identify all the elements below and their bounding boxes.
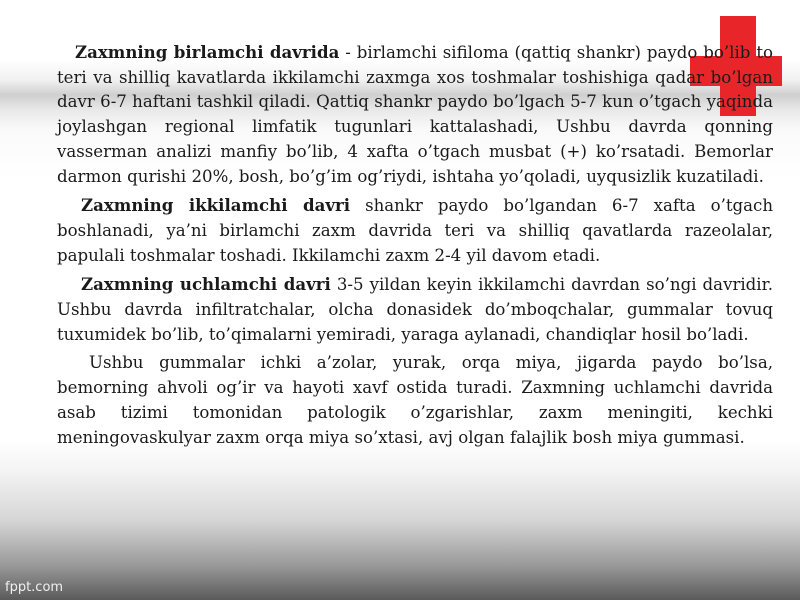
paragraph-tertiary-stage xyxy=(57,272,773,347)
tertiary-stage-text: 3-5 yildan keyin ikkilamchi davrdan so’ngi davridir. Ushbu davrda infiltratchalar, olcha donasidek do’mboqchalar, gummalar tovuq tuxumidek bo’lib, to’qimalarni yemiradi, yaraga aylanadi, chandiqlar hosil bo’ladi. xyxy=(57,275,773,344)
secondary-stage-text: shankr paydo bo’lgandan 6-7 xafta o’tgach boshlanadi, ya’ni birlamchi zaxm davrida teri va shilliq qavatlarda razeolalar, papulali toshmalar toshadi. Ikkilamchi zaxm 2-4 yil davom etadi. xyxy=(57,196,774,265)
paragraph-secondary-stage xyxy=(57,193,773,268)
slide-text-body xyxy=(57,40,773,454)
primary-stage-heading: Zaxmning birlamchi davrida xyxy=(75,42,340,62)
paragraph-gumma-complications xyxy=(57,351,773,450)
secondary-stage-heading: Zaxmning ikkilamchi davri xyxy=(81,195,351,216)
tertiary-stage-heading: Zaxmning uchlamchi davri xyxy=(81,274,331,295)
fppt-watermark: fppt.com xyxy=(5,580,64,595)
paragraph-primary-stage xyxy=(57,40,773,189)
gumma-complications-text: Ushbu gummalar ichki a’zolar, yurak, orqa miya, jigarda paydo bo’lsa, bemorning ahvoli og’ir va hayoti xavf ostida turadi. Zaxmning uchlamchi davrida asab tizimi tomonidan patologik o’zgarishlar, zaxm meningiti, kechki meningovaskulyar zaxm orqa miya so’xtasi, avj olgan falajlik bosh miya gummasi. xyxy=(57,353,773,447)
primary-stage-text: - birlamchi sifiloma (qattiq shankr) paydo bo’lib to teri va shilliq kavatlarda ikkilamchi zaxmga xos toshmalar toshishiga qadar bo’lgan davr 6-7 haftani tashkil qiladi. Qattiq shankr paydo bo’lgach 5-7 kun o’tgach yaqinda joylashgan regional limfatik tugunlari kattalashadi, Ushbu davrda qonning vasserman analizi manfiy bo’lib, 4 xafta o’tgach musbat (+) ko’rsatadi. Bemorlar darmon qurishi 20%, bosh, bo’g’im og’riydi, ishtaha yo’qoladi, uyqusizlik kuzatiladi. xyxy=(57,43,773,186)
